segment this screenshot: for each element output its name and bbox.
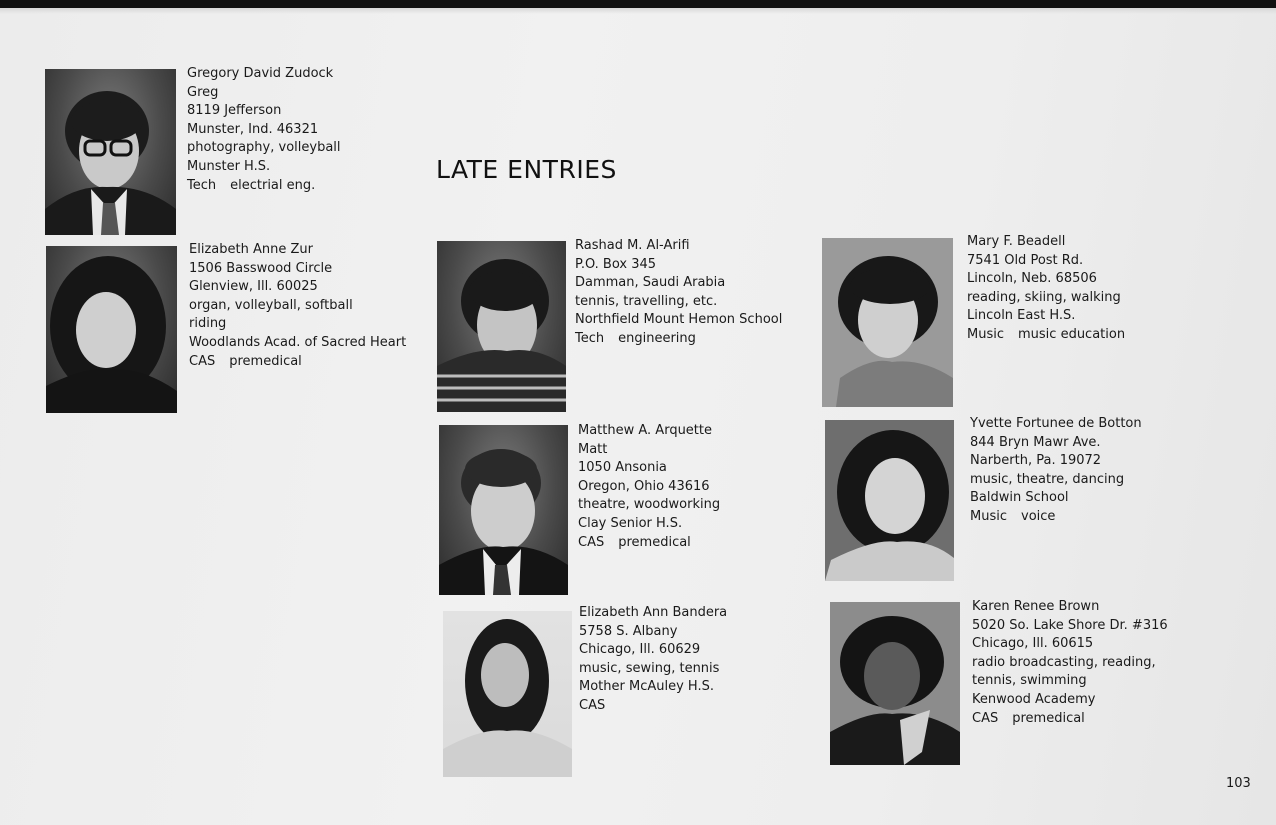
entry-text — [578, 422, 720, 552]
college: Tech — [575, 330, 605, 346]
entry-line: Lincoln East H.S. — [967, 308, 1076, 324]
entry-line: Kenwood Academy — [972, 691, 1096, 707]
major: premedical — [229, 353, 302, 369]
entry-line: music, sewing, tennis — [579, 660, 720, 676]
entry-text — [189, 241, 406, 371]
student-name: Mary F. Beadell — [967, 234, 1066, 249]
page-edge-shadow — [0, 8, 1276, 14]
entry-line: 5758 S. Albany — [579, 623, 678, 639]
portrait-photo — [437, 241, 566, 412]
page-number: 103 — [1226, 776, 1251, 791]
college: CAS — [578, 534, 605, 550]
entry-line: tennis, swimming — [972, 673, 1087, 689]
entry-text — [967, 233, 1125, 345]
portrait-photo — [439, 425, 568, 595]
entry-line: 1050 Ansonia — [578, 460, 667, 476]
entry-line: tennis, travelling, etc. — [575, 293, 718, 309]
college: Music — [970, 508, 1007, 524]
entry-text — [972, 598, 1168, 728]
entry-line: radio broadcasting, reading, — [972, 654, 1156, 670]
college-major-line — [579, 697, 727, 716]
college-major-line — [967, 326, 1125, 345]
entry-line: music, theatre, dancing — [970, 471, 1125, 487]
student-name: Elizabeth Ann Bandera — [579, 605, 728, 620]
entry-text — [579, 604, 727, 716]
entry-line: theatre, woodworking — [578, 497, 721, 513]
entry-line: Narberth, Pa. 19072 — [970, 453, 1102, 469]
entry-line: Lincoln, Neb. 68506 — [967, 271, 1097, 287]
college: Music — [967, 326, 1004, 342]
entry-line: Glenview, Ill. 60025 — [189, 279, 318, 295]
entry-text — [970, 415, 1142, 527]
entry-text — [187, 65, 341, 195]
entry-line: 7541 Old Post Rd. — [967, 252, 1084, 268]
entry-line: Woodlands Acad. of Sacred Heart — [189, 334, 407, 350]
college: Tech — [187, 177, 217, 193]
student-name: Karen Renee Brown — [972, 599, 1100, 614]
entry-line: photography, volleyball — [187, 140, 341, 156]
student-name: Elizabeth Anne Zur — [189, 242, 313, 257]
student-name: Gregory David Zudock — [187, 66, 334, 81]
college: CAS — [189, 353, 216, 369]
entry-line: Northfield Mount Hemon School — [575, 312, 783, 328]
page-heading: LATE ENTRIES — [436, 155, 617, 184]
entry-line: Munster, Ind. 46321 — [187, 121, 319, 137]
entry-line: Clay Senior H.S. — [578, 515, 683, 531]
college-major-line — [972, 710, 1168, 729]
entry-line: Chicago, Ill. 60615 — [972, 636, 1094, 652]
portrait-photo — [45, 69, 176, 235]
entry-line: Oregon, Ohio 43616 — [578, 478, 710, 494]
major: premedical — [618, 534, 691, 550]
entry-line: 1506 Basswood Circle — [189, 260, 333, 276]
student-name: Rashad M. Al-Arifi — [575, 238, 690, 253]
portrait-photo — [825, 420, 954, 581]
entry-line: Mother McAuley H.S. — [579, 679, 714, 695]
entry-line: Baldwin School — [970, 490, 1069, 506]
entry-line: 8119 Jefferson — [187, 103, 282, 119]
college-major-line — [189, 353, 406, 372]
major: music education — [1018, 326, 1126, 342]
college: CAS — [972, 710, 999, 726]
entry-line: Matt — [578, 441, 608, 457]
major: electrial eng. — [230, 177, 316, 193]
entry-line: reading, skiing, walking — [967, 289, 1121, 305]
entry-line: 5020 So. Lake Shore Dr. #316 — [972, 617, 1168, 633]
entry-line: organ, volleyball, softball — [189, 297, 353, 313]
college-major-line — [575, 330, 782, 349]
portrait-photo — [822, 238, 953, 407]
yearbook-page — [0, 8, 1276, 825]
college-major-line — [970, 508, 1142, 527]
entry-line: Munster H.S. — [187, 158, 271, 174]
major: voice — [1021, 508, 1056, 524]
college: CAS — [579, 697, 606, 713]
entry-text — [575, 237, 782, 349]
portrait-photo — [46, 246, 177, 413]
student-name: Yvette Fortunee de Botton — [970, 416, 1142, 431]
major: premedical — [1012, 710, 1085, 726]
entry-line: Greg — [187, 84, 219, 100]
college-major-line — [578, 534, 720, 553]
entry-line: P.O. Box 345 — [575, 256, 657, 272]
college-major-line — [187, 177, 341, 196]
student-name: Matthew A. Arquette — [578, 423, 712, 438]
portrait-photo — [443, 611, 572, 777]
entry-line: riding — [189, 316, 227, 332]
portrait-photo — [830, 602, 960, 765]
entry-line: Damman, Saudi Arabia — [575, 275, 726, 291]
major: engineering — [618, 330, 696, 346]
entry-line: 844 Bryn Mawr Ave. — [970, 434, 1101, 450]
entry-line: Chicago, Ill. 60629 — [579, 642, 701, 658]
